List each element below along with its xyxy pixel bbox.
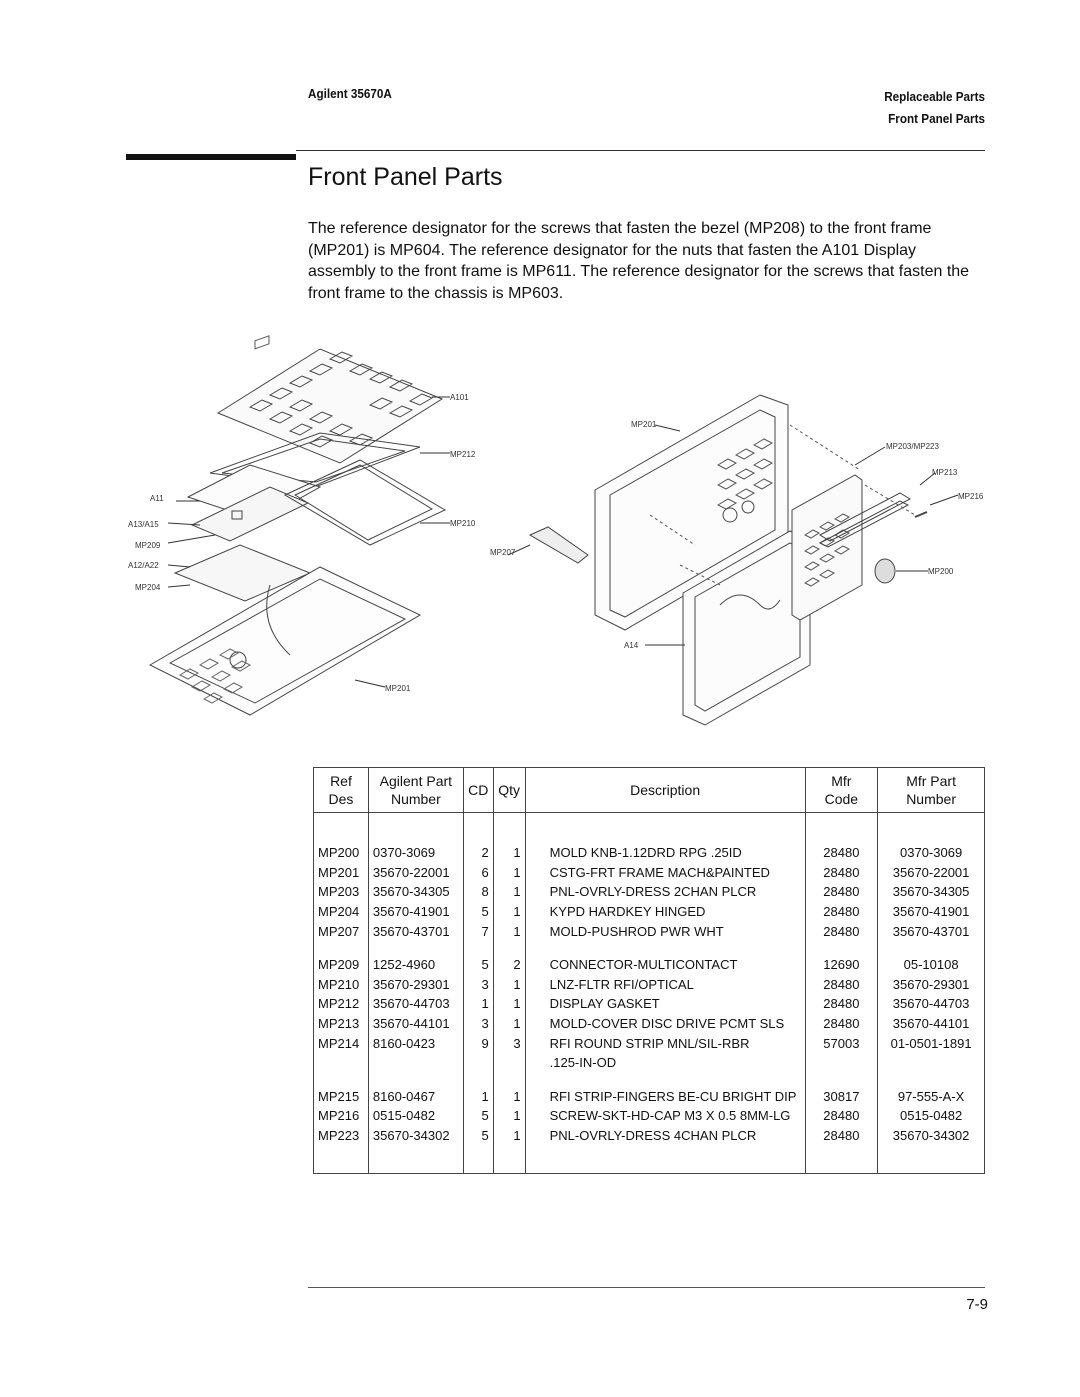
ref-des-cell: MP215: [314, 1087, 369, 1107]
description-cell: PNL-OVRLY-DRESS 2CHAN PLCR: [525, 882, 805, 902]
cd-cell: 1: [463, 1087, 493, 1107]
callout-a12-a22: A12/A22: [128, 561, 159, 570]
mfr-part-number-cell: 35670-22001: [878, 863, 985, 883]
cd-cell: 7: [463, 921, 493, 941]
mfr-part-number-cell: 35670-44101: [878, 1014, 985, 1034]
callout-mp204: MP204: [135, 583, 161, 592]
qty-cell: 1: [493, 1106, 525, 1126]
cd-cell: 6: [463, 863, 493, 883]
exploded-view-diagram: [120, 335, 1000, 735]
table-row: [314, 1106, 985, 1126]
part-number-cell: 35670-44703: [368, 994, 463, 1014]
mfr-code-cell: 28480: [805, 975, 878, 995]
mfr-code-cell: 30817: [805, 1087, 878, 1107]
qty-cell: [493, 1053, 525, 1073]
table-row: [314, 902, 985, 922]
description-cell: MOLD KNB-1.12DRD RPG .25ID: [525, 843, 805, 863]
ref-des-cell: MP212: [314, 994, 369, 1014]
mfr-part-number-cell: 35670-34305: [878, 882, 985, 902]
qty-cell: 3: [493, 1033, 525, 1053]
ref-des-cell: MP201: [314, 863, 369, 883]
description-cell: PNL-OVRLY-DRESS 4CHAN PLCR: [525, 1126, 805, 1146]
mfr-code-cell: 28480: [805, 921, 878, 941]
description-cell: CONNECTOR-MULTICONTACT: [525, 955, 805, 975]
description-cell: RFI STRIP-FINGERS BE-CU BRIGHT DIP: [525, 1087, 805, 1107]
col-header-ref-des: Ref Des: [314, 768, 369, 813]
col-header-qty: Qty: [493, 768, 525, 813]
page-title: Front Panel Parts: [308, 163, 503, 191]
qty-cell: 1: [493, 902, 525, 922]
col-header-part-number: Agilent Part Number: [368, 768, 463, 813]
mfr-part-number-cell: 35670-44703: [878, 994, 985, 1014]
table-row: [314, 1087, 985, 1107]
part-number-cell: 0515-0482: [368, 1106, 463, 1126]
description-cell: KYPD HARDKEY HINGED: [525, 902, 805, 922]
mfr-code-cell: 28480: [805, 1126, 878, 1146]
part-number-cell: 35670-22001: [368, 863, 463, 883]
mfr-code-cell: 57003: [805, 1033, 878, 1053]
mfr-part-number-cell: 35670-34302: [878, 1126, 985, 1146]
qty-cell: 1: [493, 882, 525, 902]
table-row: [314, 882, 985, 902]
col-header-description: Description: [525, 768, 805, 813]
part-number-cell: 8160-0423: [368, 1033, 463, 1053]
qty-cell: 1: [493, 843, 525, 863]
part-number-cell: 35670-34305: [368, 882, 463, 902]
page-number: 7-9: [966, 1296, 988, 1313]
ref-des-cell: MP216: [314, 1106, 369, 1126]
cd-cell: 3: [463, 975, 493, 995]
cd-cell: 3: [463, 1014, 493, 1034]
ref-des-cell: MP213: [314, 1014, 369, 1034]
mfr-code-cell: 28480: [805, 1014, 878, 1034]
table-row: [314, 921, 985, 941]
description-cell: SCREW-SKT-HD-CAP M3 X 0.5 8MM-LG: [525, 1106, 805, 1126]
cd-cell: 5: [463, 955, 493, 975]
ref-des-cell: MP214: [314, 1033, 369, 1053]
table-row: [314, 863, 985, 883]
cd-cell: 5: [463, 1106, 493, 1126]
cd-cell: 5: [463, 902, 493, 922]
parts-table-body: [314, 813, 985, 1174]
mfr-part-number-cell: 0515-0482: [878, 1106, 985, 1126]
section-rule-thick: [126, 154, 296, 160]
table-spacer-row: [314, 1145, 985, 1174]
mfr-code-cell: 12690: [805, 955, 878, 975]
footer-rule: [308, 1287, 985, 1288]
table-row: [314, 1033, 985, 1053]
table-row: [314, 1053, 985, 1073]
part-number-cell: 35670-29301: [368, 975, 463, 995]
table-spacer-row: [314, 813, 985, 844]
table-row: [314, 1126, 985, 1146]
callout-mp201-left: MP201: [385, 684, 411, 693]
callout-a14: A14: [624, 641, 639, 650]
callout-a13-a15: A13/A15: [128, 520, 159, 529]
header-subsection-title: Front Panel Parts: [888, 111, 985, 126]
col-header-cd: CD: [463, 768, 493, 813]
ref-des-cell: MP203: [314, 882, 369, 902]
table-header-row: [314, 768, 985, 813]
description-cell: MOLD-PUSHROD PWR WHT: [525, 921, 805, 941]
qty-cell: 1: [493, 1087, 525, 1107]
callout-mp210: MP210: [450, 519, 476, 528]
section-rule-thin: [296, 150, 985, 151]
mfr-code-cell: 28480: [805, 902, 878, 922]
mfr-code-cell: [805, 1053, 878, 1073]
mfr-part-number-cell: 97-555-A-X: [878, 1087, 985, 1107]
qty-cell: 1: [493, 994, 525, 1014]
col-header-mfr-part-number: Mfr Part Number: [878, 768, 985, 813]
callout-mp201-right: MP201: [631, 420, 657, 429]
part-number-cell: 35670-43701: [368, 921, 463, 941]
mfr-code-cell: 28480: [805, 994, 878, 1014]
description-cell: .125-IN-OD: [525, 1053, 805, 1073]
qty-cell: 1: [493, 1126, 525, 1146]
callout-mp213: MP213: [932, 468, 958, 477]
ref-des-cell: MP210: [314, 975, 369, 995]
part-number-cell: 35670-41901: [368, 902, 463, 922]
ref-des-cell: MP204: [314, 902, 369, 922]
qty-cell: 2: [493, 955, 525, 975]
table-row: [314, 975, 985, 995]
exploded-view-svg: [120, 335, 1000, 735]
table-row: [314, 994, 985, 1014]
parts-table: [313, 767, 985, 1174]
part-number-cell: 35670-34302: [368, 1126, 463, 1146]
mfr-part-number-cell: 35670-41901: [878, 902, 985, 922]
mfr-part-number-cell: 0370-3069: [878, 843, 985, 863]
cd-cell: 8: [463, 882, 493, 902]
cd-cell: [463, 1053, 493, 1073]
mfr-code-cell: 28480: [805, 1106, 878, 1126]
header-product: Agilent 35670A: [308, 86, 392, 101]
col-header-mfr-code: Mfr Code: [805, 768, 878, 813]
qty-cell: 1: [493, 863, 525, 883]
table-row: [314, 955, 985, 975]
table-row: [314, 1014, 985, 1034]
ref-des-cell: [314, 1053, 369, 1073]
callout-mp203-mp223: MP203/MP223: [886, 442, 939, 451]
ref-des-cell: MP200: [314, 843, 369, 863]
header-section: [873, 86, 985, 130]
part-number-cell: 8160-0467: [368, 1087, 463, 1107]
qty-cell: 1: [493, 975, 525, 995]
callout-mp200: MP200: [928, 567, 954, 576]
table-spacer-row: [314, 941, 985, 955]
mfr-part-number-cell: 01-0501-1891: [878, 1033, 985, 1053]
part-number-cell: 1252-4960: [368, 955, 463, 975]
description-cell: CSTG-FRT FRAME MACH&PAINTED: [525, 863, 805, 883]
part-number-cell: 35670-44101: [368, 1014, 463, 1034]
mfr-code-cell: 28480: [805, 843, 878, 863]
description-cell: LNZ-FLTR RFI/OPTICAL: [525, 975, 805, 995]
cd-cell: 9: [463, 1033, 493, 1053]
qty-cell: 1: [493, 921, 525, 941]
part-number-cell: [368, 1053, 463, 1073]
ref-des-cell: MP207: [314, 921, 369, 941]
callout-mp212: MP212: [450, 450, 476, 459]
table-row: [314, 843, 985, 863]
callout-a101: A101: [450, 393, 469, 402]
description-cell: DISPLAY GASKET: [525, 994, 805, 1014]
cd-cell: 1: [463, 994, 493, 1014]
callout-a11: A11: [150, 494, 164, 503]
cd-cell: 5: [463, 1126, 493, 1146]
mfr-part-number-cell: 35670-43701: [878, 921, 985, 941]
part-number-cell: 0370-3069: [368, 843, 463, 863]
description-cell: RFI ROUND STRIP MNL/SIL-RBR: [525, 1033, 805, 1053]
mfr-part-number-cell: 35670-29301: [878, 975, 985, 995]
mfr-code-cell: 28480: [805, 882, 878, 902]
mfr-code-cell: 28480: [805, 863, 878, 883]
intro-paragraph: The reference designator for the screws that fasten the bezel (MP208) to the front frame (MP201) is MP604. The reference designator for the nuts that fasten the A101 Display assembly to the front frame is MP611. The reference designator for the screws that fasten the front frame to the chassis is MP603.: [308, 220, 970, 302]
callout-mp216: MP216: [958, 492, 984, 501]
mfr-part-number-cell: 05-10108: [878, 955, 985, 975]
description-cell: MOLD-COVER DISC DRIVE PCMT SLS: [525, 1014, 805, 1034]
cd-cell: 2: [463, 843, 493, 863]
callout-mp209: MP209: [135, 541, 161, 550]
ref-des-cell: MP209: [314, 955, 369, 975]
qty-cell: 1: [493, 1014, 525, 1034]
mfr-part-number-cell: [878, 1053, 985, 1073]
callout-mp207: MP207: [490, 548, 516, 557]
table-spacer-row: [314, 1073, 985, 1087]
header-section-title: Replaceable Parts: [884, 89, 985, 104]
ref-des-cell: MP223: [314, 1126, 369, 1146]
